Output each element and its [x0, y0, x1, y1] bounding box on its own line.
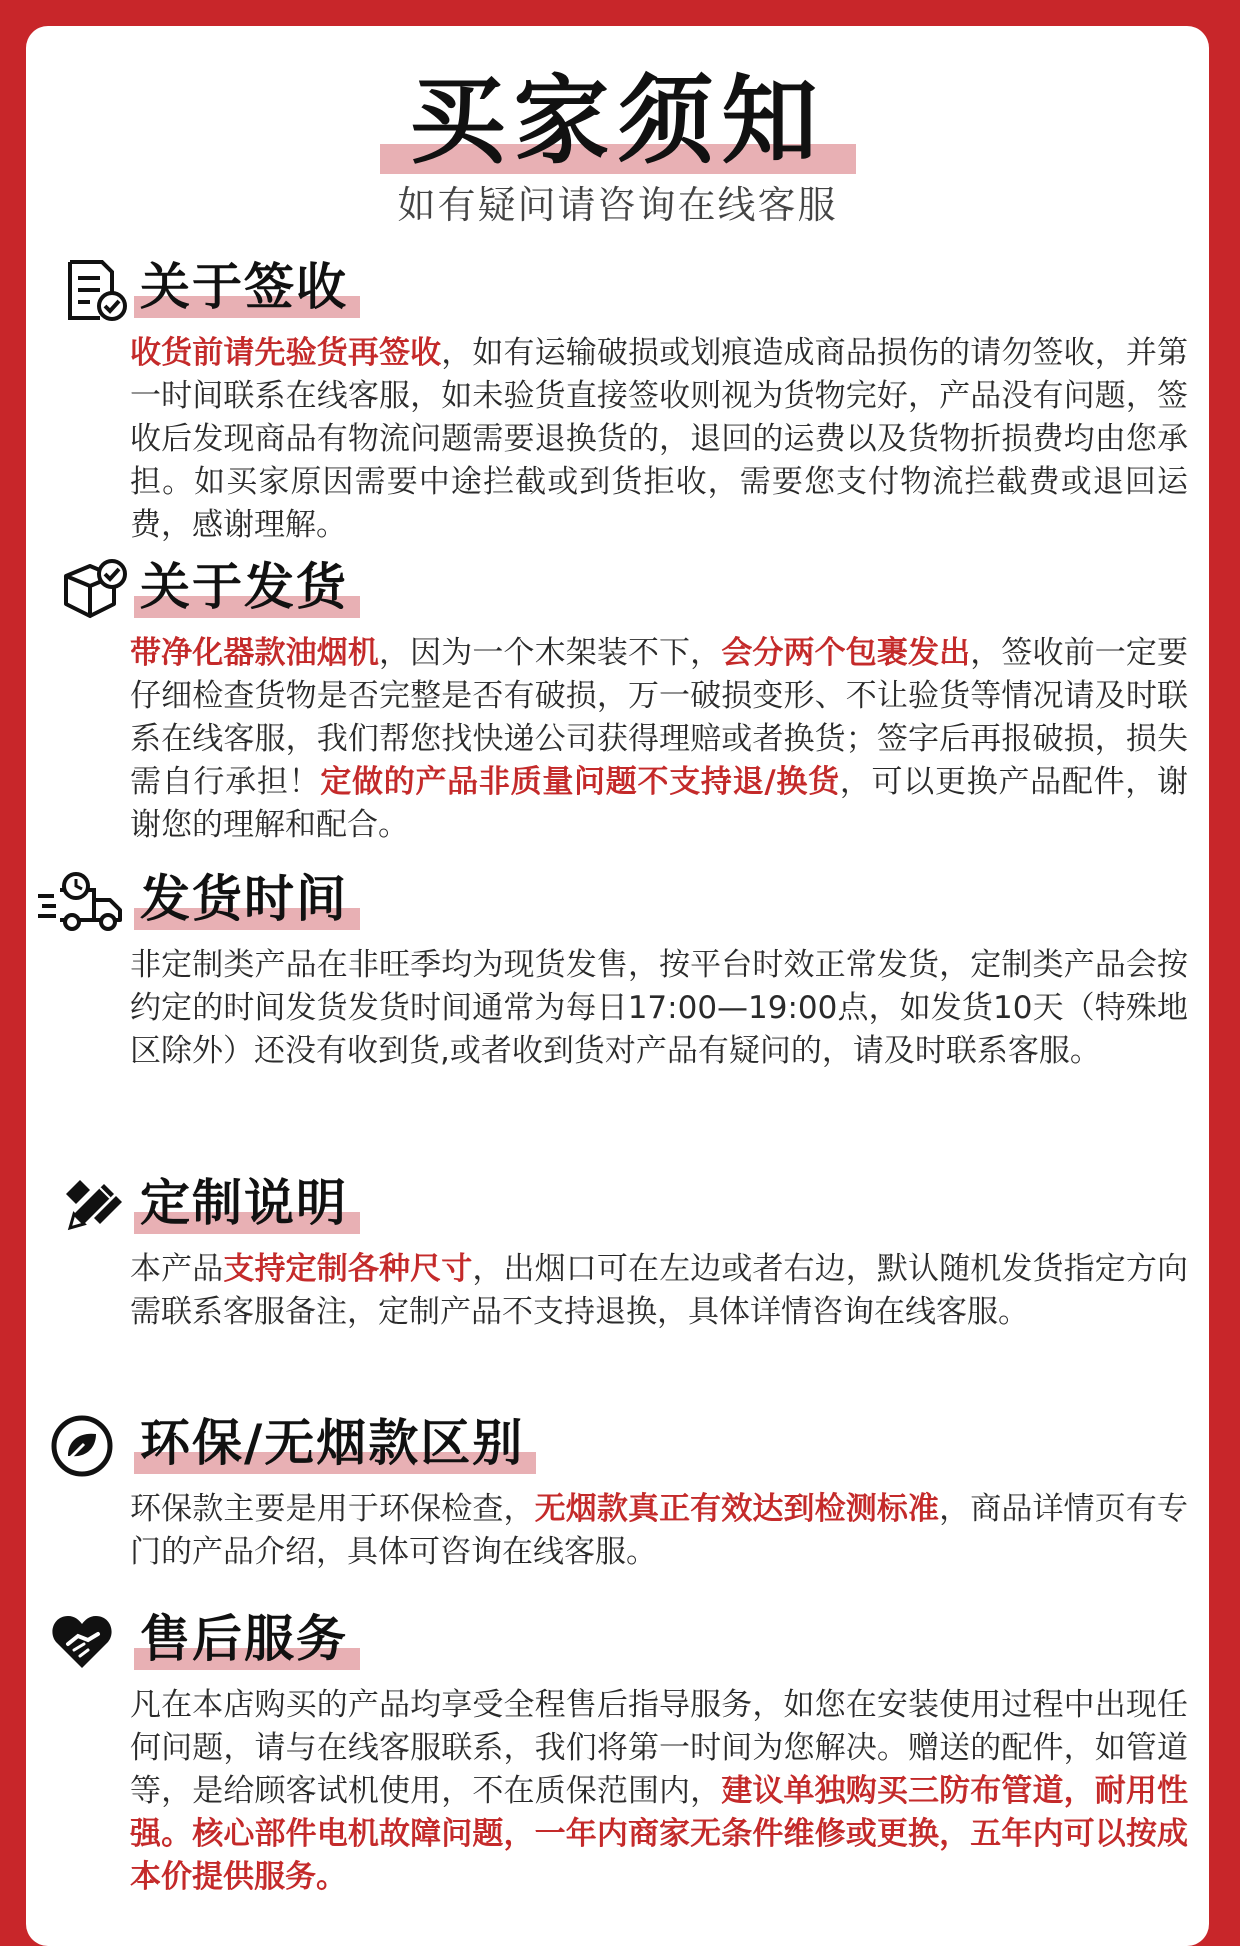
emphasis-text: 定做的产品非质量问题不支持退/换货 [320, 764, 840, 800]
section-body [130, 944, 1188, 1073]
body-text: 非定制类产品在非旺季均为现货发售，按平台时效正常发货，定制类产品会按约定的时间发货发货时间通常为每日17:00—19:00点，如发货10天（特殊地区除外）还没有收到货,或者收到货对产品有疑问的，请及时联系客服。 [130, 947, 1188, 1069]
section-shipping-time [26, 866, 1209, 1069]
page-header [26, 66, 1209, 176]
page-subtitle: 如有疑问请咨询在线客服 [397, 183, 838, 227]
section-after-sales [26, 1606, 1209, 1895]
section-body [130, 332, 1188, 547]
body-text: ，签收前一定要仔细检查货物是否完整是否有破损，万一破损变形、不让验货等情况请及时联系在线客服，我们帮您找快递公司获得理赔或者换货；签字后再报破损，损失需自行承担！ [130, 635, 1189, 800]
section-signing [26, 254, 1209, 543]
emphasis-text: 支持定制各种尺寸 [223, 1251, 473, 1287]
package-box-icon [60, 558, 130, 622]
body-text: ，可以更换产品配件，谢谢您的理解和配合。 [130, 764, 1189, 843]
section-title: 关于签收 [140, 258, 348, 316]
emphasis-text: 会分两个包裹发出 [721, 635, 971, 671]
section-title: 售后服务 [140, 1610, 348, 1668]
delivery-truck-icon [36, 870, 126, 934]
signature-document-icon [60, 258, 130, 322]
section-title: 环保/无烟款区别 [140, 1414, 525, 1472]
section-eco-smokeless [26, 1410, 1209, 1570]
body-text: ，因为一个木架装不下， [378, 635, 722, 671]
body-text: ，如有运输破损或划痕造成商品损伤的请勿签收，并第一时间联系在线客服，如未验货直接签收则视为货物完好，产品没有问题，签收后发现商品有物流问题需要退换货的，退回的运费以及货物折损费均由您承担。如买家原因需要中途拦截或到货拒收，需要您支付物流拦截费或退回运费，感谢理解。 [130, 335, 1189, 543]
notice-card [26, 26, 1209, 1946]
pencil-ruler-icon [60, 1174, 130, 1238]
section-title: 关于发货 [140, 558, 348, 616]
emphasis-text: 无烟款真正有效达到检测标准 [534, 1491, 940, 1527]
section-body [130, 1488, 1188, 1574]
body-text: ，出烟口可在左边或者右边，默认随机发货指定方向需联系客服备注，定制产品不支持退换，具体详情咨询在线客服。 [130, 1251, 1189, 1330]
section-customization [26, 1170, 1209, 1330]
body-text: 环保款主要是用于环保检查， [130, 1491, 535, 1527]
section-title: 定制说明 [140, 1174, 348, 1232]
body-text: 凡在本店购买的产品均享受全程售后指导服务，如您在安装使用过程中出现任何问题，请与在线客服联系，我们将第一时间为您解决。赠送的配件，如管道等，是给顾客试机使用，不在质保范围内， [130, 1687, 1188, 1809]
page-title: 买家须知 [409, 65, 826, 177]
section-body [130, 632, 1188, 847]
body-text: 本产品 [130, 1251, 224, 1287]
section-title: 发货时间 [140, 870, 348, 928]
emphasis-text: 带净化器款油烟机 [130, 635, 379, 671]
heart-handshake-icon [48, 1610, 118, 1674]
section-shipping [26, 554, 1209, 843]
emphasis-text: 收货前请先验货再签收 [130, 335, 442, 371]
eco-leaf-icon [48, 1414, 118, 1478]
emphasis-text: 建议单独购买三防布管道，耐用性强。核心部件电机故障问题，一年内商家无条件维修或更换，五年内可以按成本价提供服务。 [130, 1773, 1189, 1895]
section-body [130, 1684, 1188, 1899]
section-body [130, 1248, 1188, 1334]
body-text: ，商品详情页有专门的产品介绍，具体可咨询在线客服。 [130, 1491, 1189, 1570]
